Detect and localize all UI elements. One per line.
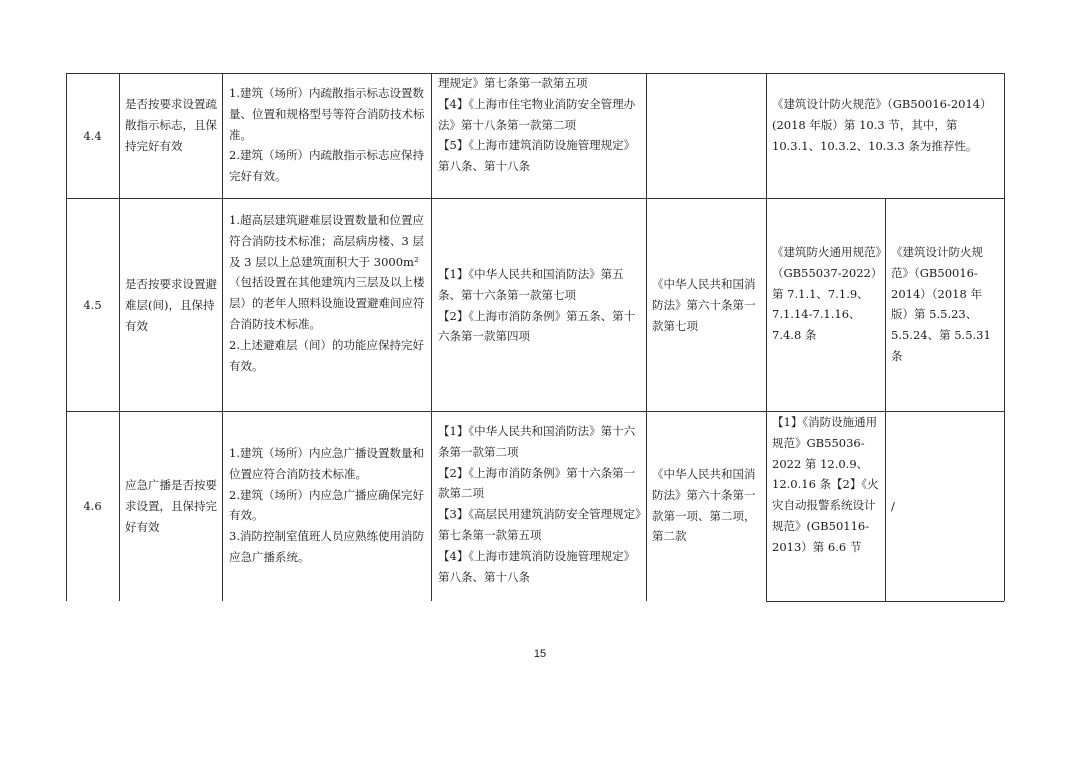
standard-requirements [229, 83, 427, 187]
table-border-top [66, 73, 766, 74]
standard-line: 1.建筑（场所）内疏散指示标志设置数量、位置和规格型号等符合消防技术标准。 [229, 86, 425, 142]
standard-line: 3.消防控制室值班人员应熟练使用消防应急广播系统。 [229, 529, 424, 564]
standard-requirements [229, 443, 427, 568]
row-number: 4.5 [83, 298, 102, 312]
regulation-line: 【2】《上海市消防条例》第五条、第十六条第一款第四项 [438, 308, 636, 344]
standard-line: 1.超高层建筑避难层设置数量和位置应符合消防技术标准；高层病房楼、3 层及 3 层以上总建筑面积大于 3000m²（包括设置在其他建筑内三层及以上楼层）的老年人照料设施设置避难间应符合消防技术标准。 [229, 213, 425, 331]
regulation-line: 理规定》第七条第一款第五项 [438, 76, 588, 90]
row-number: 4.6 [83, 499, 102, 513]
regulation-line: 【4】《上海市住宅物业消防安全管理办法》第十八条第一款第二项 [438, 96, 636, 132]
regulation-line: 【1】《中华人民共和国消防法》第十六条第一款第二项 [438, 424, 636, 459]
regulation-references [438, 264, 642, 347]
technical-standard: 《建筑防火通用规范》（GB55037-2022）第 7.1.1、7.1.9、7.1.14-7.1.16、7.4.8 条 [772, 245, 882, 343]
table-border-top-right [766, 73, 1004, 74]
regulation-line: 【5】《上海市建筑消防设施管理规定》第八条、第十八条 [438, 138, 636, 174]
regulation-line: 【3】《高层民用建筑消防安全管理规定》第七条第一款第五项 [438, 507, 641, 542]
column-divider [119, 73, 120, 601]
check-item: 是否按要求设置疏散指示标志，且保持完好有效 [125, 97, 217, 153]
row-divider [66, 198, 1004, 199]
regulation-line: 【2】《上海市消防条例》第十六条第一款第二项 [438, 465, 636, 501]
technical-standard: 【1】《消防设施通用规范》GB55036-2022 第 12.0.9、12.0.16 条【2】《火灾自动报警系统设计规范》(GB50116-2013）第 6.6 节 [772, 415, 879, 554]
regulation-references [438, 421, 642, 587]
table-border-right [1004, 73, 1005, 601]
regulation-line: 【1】《中华人民共和国消防法》第五条、第十六条第一款第七项 [438, 267, 624, 302]
table-border-left [66, 73, 67, 601]
standard-line: 2.上述避难层（间）的功能应保持完好有效。 [229, 337, 424, 373]
regulation-references [438, 73, 642, 177]
national-law-reference: 《中华人民共和国消防法》第六十条第一款第一项、第二项，第二款 [652, 467, 756, 544]
technical-standard: 《建筑设计防火规范》（GB50016-2014）(2018 年版）第 10.3 节，其中，第 10.3.1、10.3.2、10.3.3 条为推荐性。 [772, 97, 992, 153]
standard-line: 2.建筑（场所）内疏散指示标志应保持完好有效。 [229, 148, 424, 184]
row-number: 4.4 [83, 129, 102, 143]
column-divider [222, 73, 223, 601]
standard-requirements [229, 210, 427, 376]
standard-line: 2.建筑（场所）内应急广播应确保完好有效。 [229, 487, 424, 523]
column-divider [646, 73, 647, 601]
standard-line: 1.建筑（场所）内应急广播设置数量和位置应符合消防技术标准。 [229, 446, 424, 481]
technical-standard: / [891, 499, 895, 513]
technical-standard: 《建筑设计防火规范》（GB50016-2014）（2018 年版）第 5.5.23、5.5.24、第 5.5.31 条 [891, 245, 991, 363]
page-number: 15 [533, 648, 547, 660]
regulation-line: 【4】《上海市建筑消防设施管理规定》第八条、第十八条 [438, 548, 636, 584]
column-divider [431, 73, 432, 601]
check-item: 应急广播是否按要求设置，且保持完好有效 [125, 478, 217, 534]
table-border-bottom-right [766, 601, 1004, 602]
column-divider [885, 198, 886, 601]
national-law-reference: 《中华人民共和国消防法》第六十条第一款第七项 [652, 277, 756, 333]
check-item: 是否按要求设置避难层(间)，且保持有效 [125, 277, 217, 333]
column-divider [766, 73, 767, 601]
